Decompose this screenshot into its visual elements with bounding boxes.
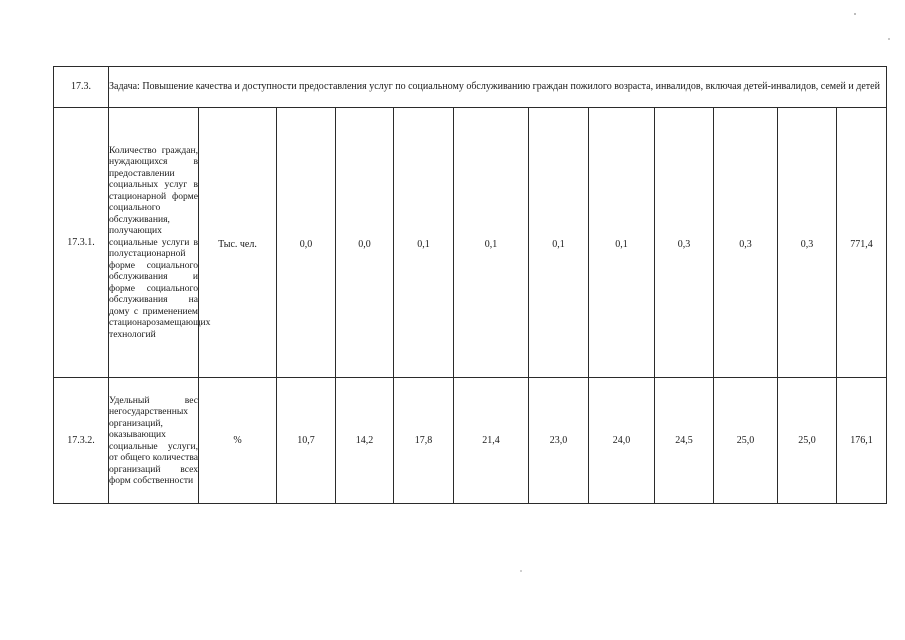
value-cell: 21,4 xyxy=(454,378,529,504)
value-cell: 0,3 xyxy=(714,108,778,378)
scan-speck xyxy=(888,38,890,40)
task-title: Задача: Повышение качества и доступности предоставления услуг по социальному обслуживанию граждан пожилого возраста, инвалидов, включая детей-инвалидов, семей и детей xyxy=(109,67,887,108)
value-cell: 0,0 xyxy=(277,108,336,378)
value-cell: 25,0 xyxy=(714,378,778,504)
indicator-name: Удельный вес негосударственных организаций, оказывающих социальные услуги, от общего количества организаций всех форм собственности xyxy=(109,378,199,504)
value-cell: 176,1 xyxy=(837,378,887,504)
value-cell: 17,8 xyxy=(394,378,454,504)
value-cell: 0,1 xyxy=(529,108,589,378)
value-cell: 23,0 xyxy=(529,378,589,504)
indicator-name: Количество граждан, нуждающихся в предоставлении социальных услуг в стационарной форме социального обслуживания, получающих социальные услуги в полустационарной форме социального обслуживания и форме социального обслуживания на дому с применением стационарозамещающих технологий xyxy=(109,108,199,378)
indicator-code: 17.3.2. xyxy=(54,378,109,504)
value-cell: 14,2 xyxy=(336,378,394,504)
value-cell: 0,3 xyxy=(778,108,837,378)
unit-cell: % xyxy=(199,378,277,504)
scan-speck xyxy=(854,13,856,15)
scan-speck xyxy=(520,570,522,572)
unit-cell: Тыс. чел. xyxy=(199,108,277,378)
value-cell: 10,7 xyxy=(277,378,336,504)
task-code: 17.3. xyxy=(54,67,109,108)
indicator-code: 17.3.1. xyxy=(54,108,109,378)
value-cell: 25,0 xyxy=(778,378,837,504)
value-cell: 24,0 xyxy=(589,378,655,504)
indicators-table xyxy=(53,66,887,504)
value-cell: 0,1 xyxy=(394,108,454,378)
value-cell: 0,1 xyxy=(454,108,529,378)
table-row xyxy=(54,108,887,378)
value-cell: 0,0 xyxy=(336,108,394,378)
value-cell: 0,3 xyxy=(655,108,714,378)
table-row xyxy=(54,378,887,504)
value-cell: 0,1 xyxy=(589,108,655,378)
value-cell: 24,5 xyxy=(655,378,714,504)
value-cell: 771,4 xyxy=(837,108,887,378)
task-row xyxy=(54,67,887,108)
